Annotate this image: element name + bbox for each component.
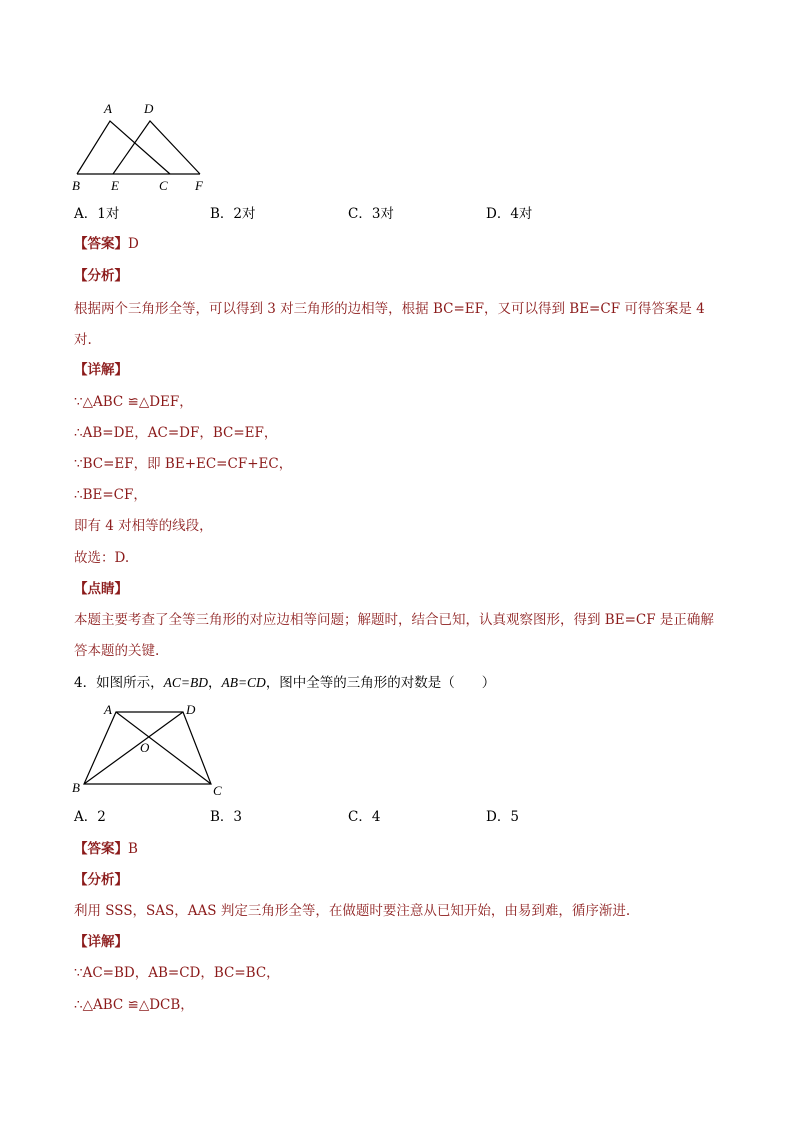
detail-line: ∵BC=EF，即 BE+EC=CF+EC，: [74, 456, 293, 472]
label-d: D: [144, 101, 154, 116]
stem-condition-2: AB=CD: [221, 675, 266, 690]
answer-value: B: [128, 841, 138, 857]
analysis-text-line1: 利用 SSS，SAS，AAS 判定三角形全等，在做题时要注意从已知开始，由易到难，循序渐进.: [74, 903, 631, 919]
answer-line-q4: [74, 839, 138, 859]
answer-line-q3: [74, 234, 139, 254]
comment-heading: 【点睛】: [74, 581, 128, 597]
analysis-heading: 【分析】: [74, 872, 128, 888]
triangle-def: [113, 121, 200, 174]
stem-condition-1: AC=BD: [163, 675, 208, 690]
label-o: O: [140, 740, 150, 755]
label-b: B: [72, 780, 80, 795]
detail-line: 故选：D.: [74, 550, 130, 566]
detail-line: 即有 4 对相等的线段，: [74, 518, 213, 534]
label-f: F: [195, 178, 203, 193]
triangles-figure-q3: [60, 96, 220, 196]
stem-separator: ，: [207, 675, 222, 691]
label-c: C: [159, 178, 168, 193]
option-d: D．5: [486, 809, 519, 825]
detail-line: ∴BE=CF，: [74, 487, 147, 503]
analysis-text-line1: 根据两个三角形全等，可以得到 3 对三角形的边相等，根据 BC=EF，又可以得到 BE=CF 可得答案是 4: [74, 301, 705, 317]
label-d: D: [186, 702, 196, 717]
detail-line: ∴AB=DE，AC=DF，BC=EF，: [74, 425, 278, 441]
stem-prefix: 4．如图所示，: [74, 675, 164, 691]
label-c: C: [213, 783, 222, 798]
label-b: B: [72, 178, 80, 193]
comment-text-line1: 本题主要考查了全等三角形的对应边相等问题；解题时，结合已知，认真观察图形，得到 BE=CF 是正确解: [74, 612, 714, 628]
option-d: D．4对: [486, 206, 533, 222]
label-a: A: [104, 101, 112, 116]
answer-heading: 【答案】: [74, 841, 128, 857]
detail-line: ∵△ABC ≌△DEF，: [74, 394, 193, 410]
trapezoid-svg: [64, 696, 234, 800]
analysis-text-line2: 对.: [74, 332, 92, 348]
option-c: C．3对: [348, 206, 394, 222]
detail-line: ∵AC=BD，AB=CD，BC=BC，: [74, 965, 280, 981]
label-e: E: [111, 178, 119, 193]
detail-line: ∴△ABC ≌△DCB，: [74, 997, 194, 1013]
option-c: C．4: [348, 809, 381, 825]
stem-suffix: ，图中全等的三角形的对数是（ ）: [265, 675, 496, 691]
detail-heading: 【详解】: [74, 934, 128, 950]
diagonal-bd: [84, 712, 183, 784]
answer-heading: 【答案】: [74, 236, 128, 252]
answer-value: D: [128, 236, 139, 252]
detail-heading: 【详解】: [74, 362, 128, 378]
option-b: B．2对: [210, 206, 256, 222]
comment-text-line2: 答本题的关键.: [74, 643, 160, 659]
option-a: A．2: [74, 809, 106, 825]
label-a: A: [104, 702, 112, 717]
option-a: A．1对: [74, 206, 120, 222]
question-4-stem: [74, 673, 495, 693]
trapezoid-figure-q4: [64, 696, 234, 800]
analysis-heading: 【分析】: [74, 268, 128, 284]
triangle-abc: [77, 121, 170, 174]
option-b: B．3: [210, 809, 243, 825]
triangles-svg: [60, 96, 220, 196]
